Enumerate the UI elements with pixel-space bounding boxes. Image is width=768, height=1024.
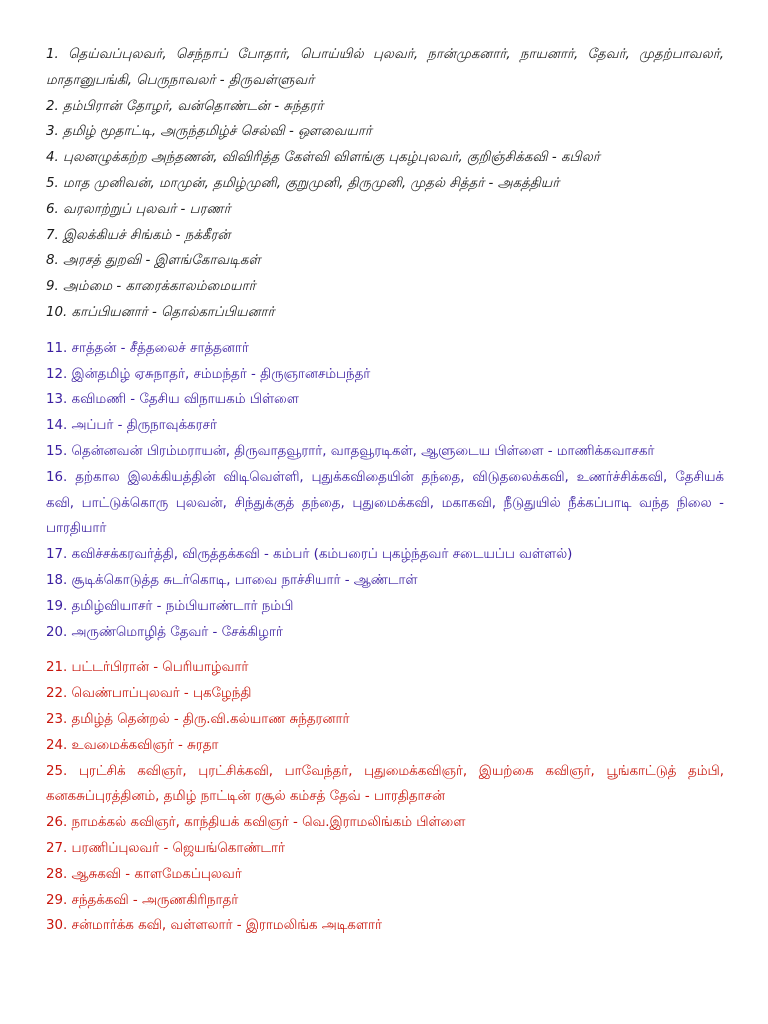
- list-item: 21. பட்டர்பிரான் - பெரியாழ்வார்: [46, 660, 249, 676]
- list-item: 30. சன்மார்க்க கவி, வள்ளலார் - இராமலிங்க அடிகளார்: [46, 918, 382, 934]
- list-item: 2. தம்பிரான் தோழர், வன்தொண்டன் - சுந்தரர்: [46, 98, 324, 114]
- list-item: 11. சாத்தன் - சீத்தலைச் சாத்தனார்: [46, 340, 249, 356]
- list-item: 10. காப்பியனார் - தொல்காப்பியனார்: [46, 304, 275, 320]
- list-item: 1. தெய்வப்புலவர், செந்நாப் போதார், பொய்யில் புலவர், நான்முகனார், நாயனார், தேவர், முதற்பாவலர், மாதானுபங்கி, பெருநாவலர் - திருவள்ளுவர்: [46, 47, 724, 88]
- list-item: 4. புலனழுக்கற்ற அந்தணன், விவிரித்த கேள்வி விளங்கு புகழ்புலவர், குறிஞ்சிக்கவி - கபிலர்: [46, 150, 600, 166]
- list-item: 12. இன்தமிழ் ஏசுநாதர், சம்மந்தர் - திருஞானசம்பந்தர்: [46, 366, 371, 382]
- list-item: 16. தற்கால இலக்கியத்தின் விடிவெள்ளி, புதுக்கவிதையின் தந்தை, விடுதலைக்கவி, உணர்ச்சிக்கவி, தேசியக் கவி, பாட்டுக்கொரு புலவன், சிந்துக்குத் தந்தை, புதுமைக்கவி, மகாகவி, நீடுதுயில் நீக்கப்பாடி வந்த நிலை - பாரதியார்: [46, 469, 724, 537]
- list-item: 18. சூடிக்கொடுத்த சுடர்கொடி, பாவை நாச்சியார் - ஆண்டாள்: [46, 572, 418, 588]
- list-item: 24. உவமைக்கவிஞர் - சுரதா: [46, 737, 219, 753]
- list-item: 6. வரலாற்றுப் புலவர் - பரணர்: [46, 201, 231, 217]
- list-item: 15. தென்னவன் பிரம்மராயன், திருவாதவூரார், வாதவூரடிகள், ஆளுடைய பிள்ளை - மாணிக்கவாசகர்: [46, 443, 655, 459]
- list-item: 7. இலக்கியச் சிங்கம் - நக்கீரன்: [46, 227, 231, 243]
- list-item: 9. அம்மை - காரைக்காலம்மையார்: [46, 279, 256, 295]
- list-item: 13. கவிமணி - தேசிய விநாயகம் பிள்ளை: [46, 392, 299, 408]
- list-item: 22. வெண்பாப்புலவர் - புகழேந்தி: [46, 686, 252, 702]
- list-item: 25. புரட்சிக் கவிஞர், புரட்சிக்கவி, பாவேந்தர், புதுமைக்கவிஞர், இயற்கை கவிஞர், பூங்காட்டுத் தம்பி, கனகசுப்புரத்தினம், தமிழ் நாட்டின் ரசூல் கம்சத் தேவ் - பாரதிதாசன்: [46, 763, 724, 805]
- document-page: [46, 42, 724, 939]
- list-item: 14. அப்பர் - திருநாவுக்கரசர்: [46, 418, 217, 434]
- list-item: 3. தமிழ் மூதாட்டி, அருந்தமிழ்ச் செல்வி - ஔவையார்: [46, 124, 372, 140]
- list-item: 5. மாத முனிவன், மாமுன், தமிழ்முனி, குறுமுனி, திருமுனி, முதல் சித்தர் - அகத்தியர்: [46, 175, 560, 191]
- list-item: 27. பரணிப்புலவர் - ஜெயங்கொண்டார்: [46, 840, 286, 856]
- list-item: 23. தமிழ்த் தென்றல் - திரு.வி.கல்யாண சுந்தரனார்: [46, 711, 350, 727]
- list-item: 19. தமிழ்வியாசர் - நம்பியாண்டார் நம்பி: [46, 598, 294, 614]
- section-poets-11-to-20: [46, 336, 724, 646]
- list-item: 17. கவிச்சக்கரவர்த்தி, விருத்தக்கவி - கம்பர் (கம்பரைப் புகழ்ந்தவர் சடையப்ப வள்ளல்): [46, 547, 573, 563]
- list-item: 8. அரசத் துறவி - இளங்கோவடிகள்: [46, 253, 261, 269]
- section-poets-1-to-10: [46, 42, 724, 326]
- section-poets-21-to-30: [46, 655, 724, 939]
- list-item: 28. ஆசுகவி - காளமேகப்புலவர்: [46, 866, 242, 882]
- list-item: 29. சந்தக்கவி - அருணகிரிநாதர்: [46, 892, 239, 908]
- list-item: 26. நாமக்கல் கவிஞர், காந்தியக் கவிஞர் - வெ.இராமலிங்கம் பிள்ளை: [46, 815, 466, 831]
- list-item: 20. அருண்மொழித் தேவர் - சேக்கிழார்: [46, 624, 283, 640]
